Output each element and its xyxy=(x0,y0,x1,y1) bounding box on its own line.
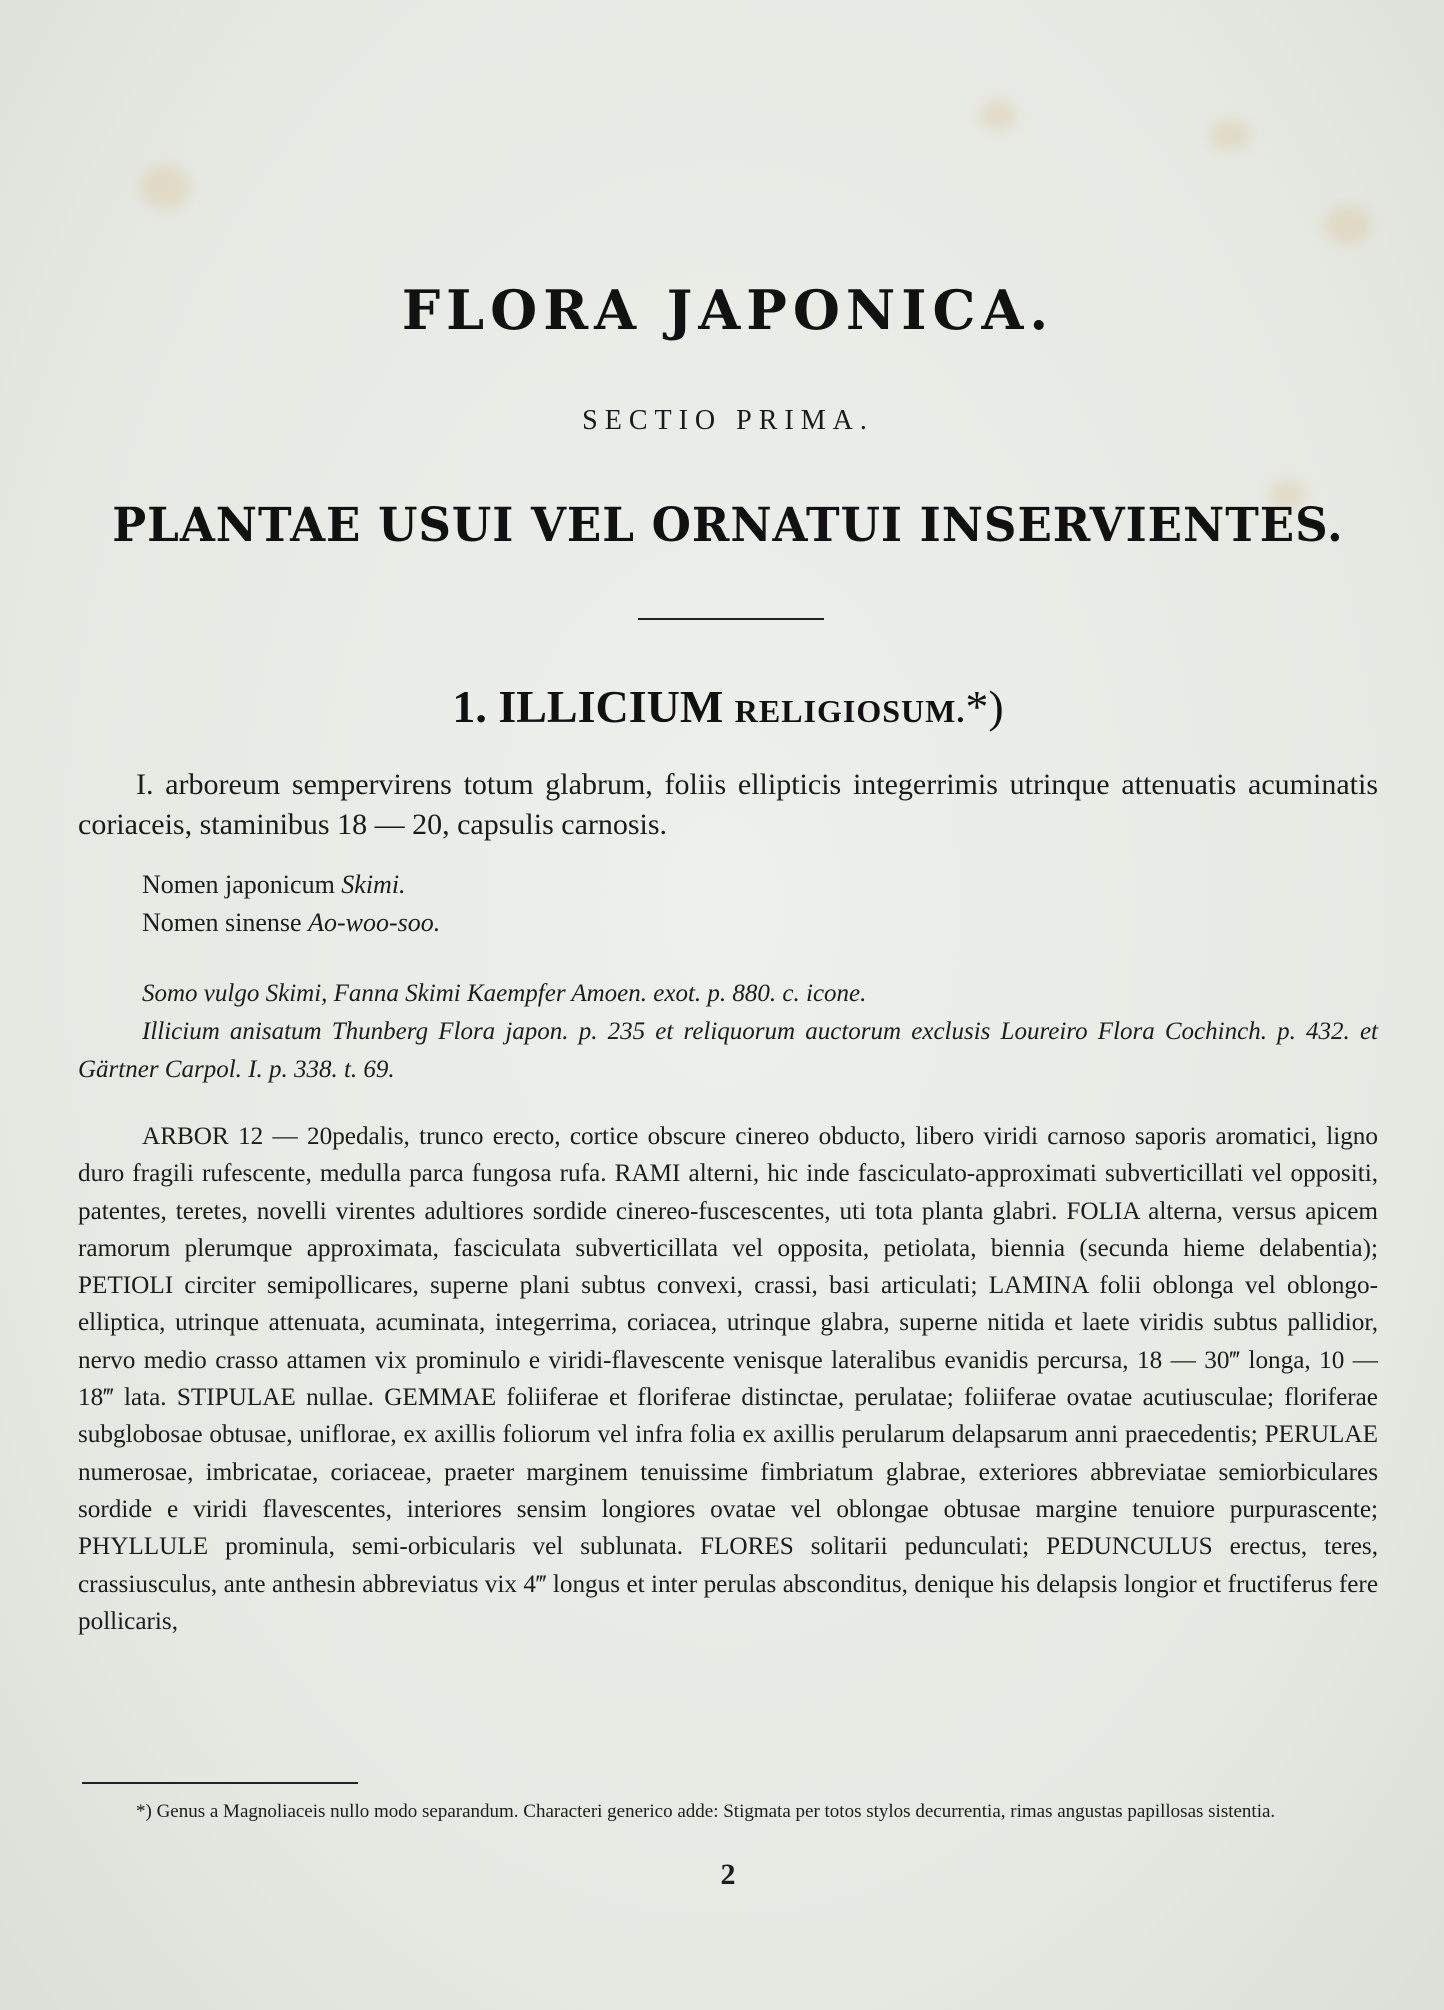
entry-genus: ILLICIUM xyxy=(498,681,724,732)
entry-heading xyxy=(78,680,1378,733)
foxing-spot xyxy=(140,165,190,209)
vernacular-names xyxy=(142,866,1342,942)
name-japanese xyxy=(142,866,1342,904)
footnote-mark: *) xyxy=(965,681,1004,732)
footnote-rule xyxy=(82,1782,358,1784)
synonym-line: Illicium anisatum Thunberg Flora japon. p. 235 et reliquorum auctorum exclusis Loureiro Flora Cochinch. p. 432. et Gärtner Carpol. I. p. 338. t. 69. xyxy=(78,1018,1378,1083)
name-chinese xyxy=(142,904,1342,942)
name-value: Ao-woo-soo. xyxy=(308,908,441,937)
foxing-spot xyxy=(980,100,1016,130)
page-title: FLORA JAPONICA. xyxy=(401,278,1055,342)
name-label: Nomen sinense xyxy=(142,908,302,937)
foxing-spot xyxy=(1210,120,1250,150)
synonymy xyxy=(78,975,1378,1089)
foxing-spot xyxy=(1325,205,1371,245)
diagnosis-paragraph: I. arboreum sempervirens totum glabrum, foliis ellipticis integerrimis utrinque attenuatis acuminatis coriaceis, staminibus 18 — 20, capsulis carnosis. xyxy=(78,768,1378,841)
footnote: *) Genus a Magnoliaceis nullo modo separandum. Characteri generico adde: Stigmata per totos stylos decurrentia, rimas angustas papillosas sistentia. xyxy=(136,1801,1276,1822)
page-number: 2 xyxy=(720,1858,736,1891)
section-subtitle: PLANTAE USUI VEL ORNATUI INSERVIENTES. xyxy=(112,498,1344,553)
synonym-line: Somo vulgo Skimi, Fanna Skimi Kaempfer Amoen. exot. p. 880. c. icone. xyxy=(142,980,867,1007)
section-heading: SECTIO PRIMA. xyxy=(582,405,874,436)
divider-rule xyxy=(638,618,824,620)
entry-number: 1. xyxy=(452,681,487,732)
name-value: Skimi. xyxy=(341,870,406,899)
description-paragraph: ARBOR 12 — 20pedalis, trunco erecto, cortice obscure cinereo obducto, libero viridi carnoso saporis aromatici, ligno duro fragili rufescente, medulla parca fungosa rufa. RAMI alterni, hic inde fasciculato-approximati subverticillati vel oppositi, patentes, teretes, novelli virentes adultiores sordide cinereo-fuscescentes, uti tota planta glabri. FOLIA alterna, versus apicem ramorum plerumque approximata, fasciculata subverticillata vel opposita, petiolata, biennia (secunda hieme delabentia); PETIOLI circiter semipollicares, superne plani subtus convexi, crassi, basi articulati; LAMINA folii oblonga vel oblongo-elliptica, utrinque attenuata, acuminata, integerrima, coriacea, utrinque glabra, superne nitida et laete viridis subtus pallidior, nervo medio crasso attamen vix prominulo e viridi-flavescente venisque lateralibus evanidis percursa, 18 — 30‴ longa, 10 — 18‴ lata. STIPULAE nullae. GEMMAE foliiferae et floriferae distinctae, perulatae; foliiferae ovatae acutiusculae; floriferae subglobosae obtusae, uniflorae, ex axillis foliorum vel infra folia ex axillis perularum delapsarum anni praecedentis; PERULAE numerosae, imbricatae, coriaceae, praeter marginem tenuissime fimbriatum glabrae, exteriores abbreviatae semiorbiculares sordide e viridi flavescentes, interiores sensim longiores ovatae vel oblongae obtusae margine tenuiore purpurascente; PHYLLULE prominula, semi-orbicularis vel sublunata. FLORES solitarii pedunculati; PEDUNCULUS erectus, teres, crassiusculus, ante anthesin abbreviatus vix 4‴ longus et inter perulas absconditus, denique his delapsis longior et fructiferus fere pollicaris, xyxy=(78,1123,1378,1635)
name-label: Nomen japonicum xyxy=(142,870,335,899)
entry-species: RELIGIOSUM. xyxy=(734,693,966,729)
